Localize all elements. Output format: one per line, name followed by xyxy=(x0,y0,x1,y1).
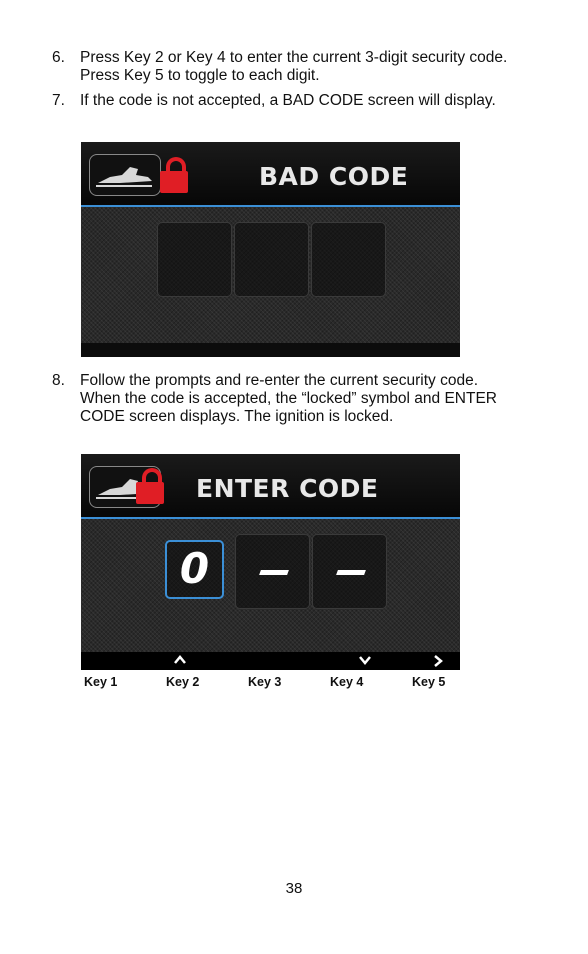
code-digit-cell xyxy=(311,222,386,297)
step-text: Press Key 2 or Key 4 to enter the current 3-digit security code. Press Key 5 to toggle to each digit. xyxy=(80,49,508,84)
key-2-label: Key 2 xyxy=(166,675,200,689)
step-7 xyxy=(52,92,522,110)
step-8 xyxy=(52,372,522,426)
code-digit-cell xyxy=(234,222,309,297)
key-function-bar xyxy=(81,652,460,670)
header-divider xyxy=(81,205,460,207)
enter-code-screen xyxy=(81,454,460,670)
step-text: Follow the prompts and re-enter the current security code. When the code is accepted, the “locked” symbol and ENTER CODE screen displays. The ignition is locked. xyxy=(80,372,497,425)
header-divider xyxy=(81,517,460,519)
key-5-label: Key 5 xyxy=(412,675,446,689)
key-3-label: Key 3 xyxy=(248,675,282,689)
bad-code-screen xyxy=(81,142,460,357)
empty-digit-dash xyxy=(336,570,366,575)
step-number: 6. xyxy=(52,49,65,66)
code-digit-cell[interactable] xyxy=(235,534,310,609)
step-number: 7. xyxy=(52,92,65,109)
code-digit-cell-selected[interactable] xyxy=(165,540,224,599)
step-text: If the code is not accepted, a BAD CODE screen will display. xyxy=(80,92,496,109)
empty-digit-dash xyxy=(259,570,289,575)
page-number: 38 xyxy=(285,880,303,897)
screen-title: ENTER CODE xyxy=(196,474,379,503)
step-number: 8. xyxy=(52,372,65,389)
lock-icon xyxy=(136,468,164,504)
step-6 xyxy=(52,49,522,85)
snowmobile-icon xyxy=(89,154,161,196)
lock-icon xyxy=(160,157,188,193)
key-1-label: Key 1 xyxy=(84,675,118,689)
chevron-down-icon[interactable] xyxy=(358,654,372,666)
chevron-right-icon[interactable] xyxy=(432,654,444,668)
code-digit: 0 xyxy=(179,544,210,593)
code-digit-cell xyxy=(157,222,232,297)
screen-title: BAD CODE xyxy=(259,162,409,191)
key-4-label: Key 4 xyxy=(330,675,364,689)
code-digit-cell[interactable] xyxy=(312,534,387,609)
chevron-up-icon[interactable] xyxy=(173,654,187,666)
